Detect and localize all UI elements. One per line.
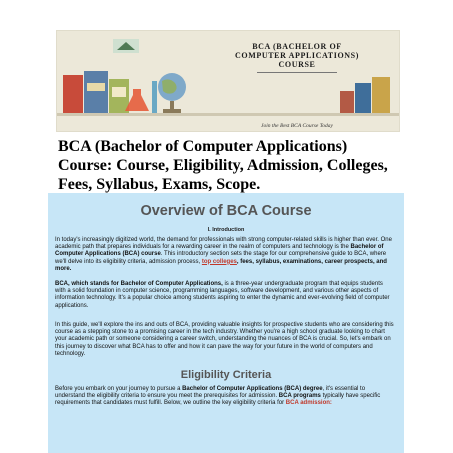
p1-bold: Bachelor of Computer Applications (BCA) course — [55, 244, 384, 258]
banner-title-line3: COURSE — [278, 60, 316, 69]
p4-bold-programs: BCA programs — [278, 393, 321, 400]
p1-text-d: , fees, syllabus, examinations, career prospects, and more. — [55, 258, 387, 272]
p1-text-a: In today's increasingly digitized world, the demand for professionals with strong computer-related skills is higher than ever. One academic path that prepares individuals for a rewarding career in the realm of computers and technology is the — [55, 237, 392, 251]
p4-bold-degree: Bachelor of Computer Applications (BCA) degree — [182, 386, 323, 392]
guide-paragraph: In this guide, we'll explore the ins and outs of BCA, providing valuable insights for prospective students who are considering this course as a stepping stone to a promising career in the tech industry. Whether you're a high school graduate looking to chart your academic path or someone considering a career switch, understanding the nuances of BCA is crucial. So, let's embark on this journey to discover what BCA has to offer and how it can pave the way for your future in the world of computers and technology. — [55, 322, 394, 357]
page-title: BCA (Bachelor of Computer Applications) Course: Course, Eligibility, Admission, Colleges, Fees, Syllabus, Exams, Scope. — [58, 138, 388, 193]
institute-logo — [113, 39, 139, 53]
overview-title: Overview of BCA Course — [140, 203, 312, 219]
p4-admission-label: BCA admission: — [285, 400, 332, 407]
banner-tagline: Join the Best BCA Course Today — [261, 123, 333, 129]
eligibility-heading: Eligibility Criteria — [180, 369, 272, 381]
top-colleges-link[interactable]: top colleges — [201, 258, 237, 265]
p4-text-c: , it's essential to understand the eligibility criteria to ensure you meet the prerequisites for admission. — [55, 386, 366, 400]
p2-bold: BCA, which stands for Bachelor of Computer Applications, — [55, 281, 223, 287]
intro-heading: I. Introduction — [207, 227, 245, 233]
intro-paragraph — [55, 237, 395, 273]
banner-title-line2: COMPUTER APPLICATIONS) — [235, 51, 359, 60]
banner-title-line1: BCA (BACHELOR OF — [252, 42, 342, 51]
p2-text: is a three-year undergraduate program that equips students with a solid foundation in computer science, programming languages, software development, and various other aspects of information technology. It's a popular choice among students aspiring to enter the dynamic and ever-evolving field of computer applications. — [55, 281, 390, 309]
article-panel — [48, 193, 404, 453]
eligibility-paragraph — [55, 386, 395, 408]
p1-text-c: . This introductory section sets the stage for our comprehensive guide to BCA, where we'll delve into its eligibility criteria, admission process, — [55, 251, 387, 265]
p4-text-e: typically have specific requirements that candidates must fulfill. Below, we outline the key eligibility criteria for — [55, 393, 381, 407]
course-banner — [56, 30, 400, 132]
p4-text-a: Before you embark on your journey to pursue a — [55, 386, 183, 392]
bca-definition-paragraph — [55, 281, 395, 310]
banner-divider — [257, 72, 337, 73]
banner-title — [227, 42, 367, 69]
